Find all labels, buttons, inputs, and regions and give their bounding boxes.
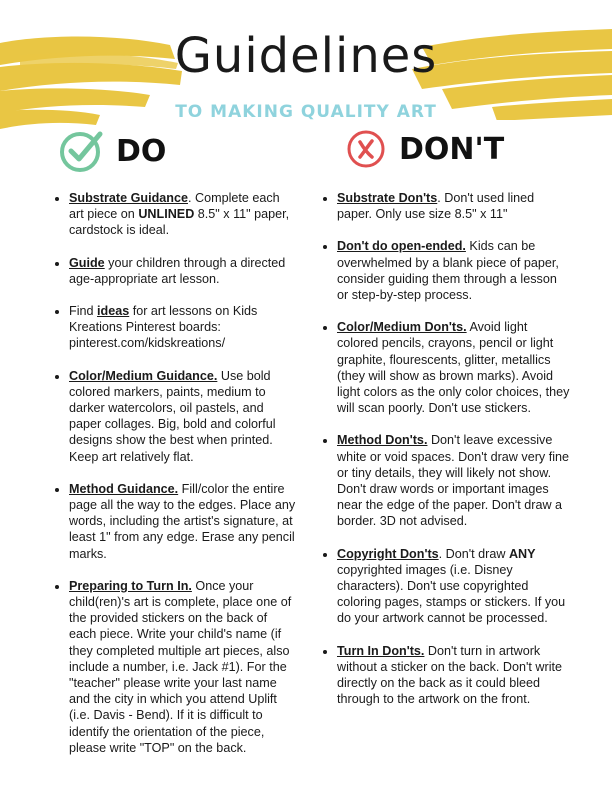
do-heading-label: DO xyxy=(116,133,167,169)
dont-item-method: • Method Don'ts. Don't leave excessive white or void spaces. Don't draw very fine or tiny details, they will likely not show. Don't draw words or important images near the edge of the paper. Don't draw a border. 3D not advised. xyxy=(337,432,570,529)
do-item-lead: Color/Medium Guidance. xyxy=(69,368,218,383)
dont-heading-label: DON'T xyxy=(399,131,505,167)
do-item-guide: • Guide your children through a directed age-appropriate art lesson. xyxy=(69,255,297,287)
do-item-lead: Substrate Guidance xyxy=(69,191,188,205)
do-item-lead: Guide xyxy=(69,255,105,270)
dont-heading xyxy=(345,128,504,170)
dont-item-lead: Copyright Don'ts xyxy=(337,546,439,561)
do-item-method: • Method Guidance. Fill/color the entire page all the way to the edges. Place any words, including the artist's signature, at least 1" from any edge. Erase any pencil marks. xyxy=(69,481,297,562)
do-heading xyxy=(58,128,166,174)
dont-item-lead: Method Don'ts. xyxy=(337,433,428,448)
dont-item-lead: Substrate Don'ts xyxy=(337,191,438,205)
dont-item-color-medium: • Color/Medium Don'ts. Avoid light colored pencils, crayons, pencil or light graphite, flourescents, glitter, metallics (they will show as brown marks). Avoid light colors as the only color choices, they will scan poorly. Don't use stickers. xyxy=(337,319,570,416)
dont-item-turn-in: • Turn In Don'ts. Don't turn in artwork without a sticker on the back. Don't write directly on the back as it could bleed through to the artwork on the front. xyxy=(337,643,570,708)
do-item-turn-in: • Preparing to Turn In. Once your child(ren)'s art is complete, place one of the provided stickers on the back of each piece. Write your child's name (if they completed multiple art pieces, also include a number, i.e. Jack #1). For the "teacher" please write your last name and the city in which you attend Uplift (i.e. Davis - Bend). If it is difficult to identify the orientation of the piece, please write "TOP" on the back. xyxy=(69,578,297,756)
do-item-ideas: • Find ideas for art lessons on Kids Kreations Pinterest boards: pinterest.com/kidskreations/ xyxy=(69,303,297,352)
page-title: Guidelines xyxy=(174,28,438,84)
page-subtitle: TO MAKING QUALITY ART xyxy=(175,102,437,122)
dont-item-copyright: • Copyright Don'ts. Don't draw ANY copyrighted images (i.e. Disney characters). Don't use copyrighted coloring pages, stamps or stickers. If you do your artwork cannot be processed. xyxy=(337,546,570,627)
check-circle-icon xyxy=(58,128,104,174)
dont-item-substrate: • Substrate Don'ts. Don't used lined paper. Only use size 8.5" x 11" xyxy=(337,190,570,222)
dont-item-open-ended: • Don't do open-ended. Kids can be overwhelmed by a blank piece of paper, consider guiding them through a lesson or step-by-step process. xyxy=(337,238,570,303)
do-item-lead: Preparing to Turn In. xyxy=(69,578,192,593)
do-item-lead: ideas xyxy=(97,304,130,319)
dont-item-lead: Don't do open-ended. xyxy=(337,239,466,254)
do-item-lead: Method Guidance. xyxy=(69,481,179,496)
dont-item-lead: Turn In Don'ts. xyxy=(337,643,425,658)
dont-item-lead: Color/Medium Don'ts. xyxy=(337,320,467,335)
x-circle-icon xyxy=(345,128,387,170)
do-item-substrate: • Substrate Guidance. Complete each art piece on UNLINED 8.5" x 11" paper, cardstock is ideal. xyxy=(69,190,297,239)
dont-list xyxy=(320,190,570,707)
do-item-color-medium: • Color/Medium Guidance. Use bold colored markers, paints, medium to darker watercolors, oil pastels, and paper collages. Big, bold and colorful designs show the best when printed. Keep art relatively flat. xyxy=(69,368,297,465)
do-list xyxy=(52,190,297,756)
